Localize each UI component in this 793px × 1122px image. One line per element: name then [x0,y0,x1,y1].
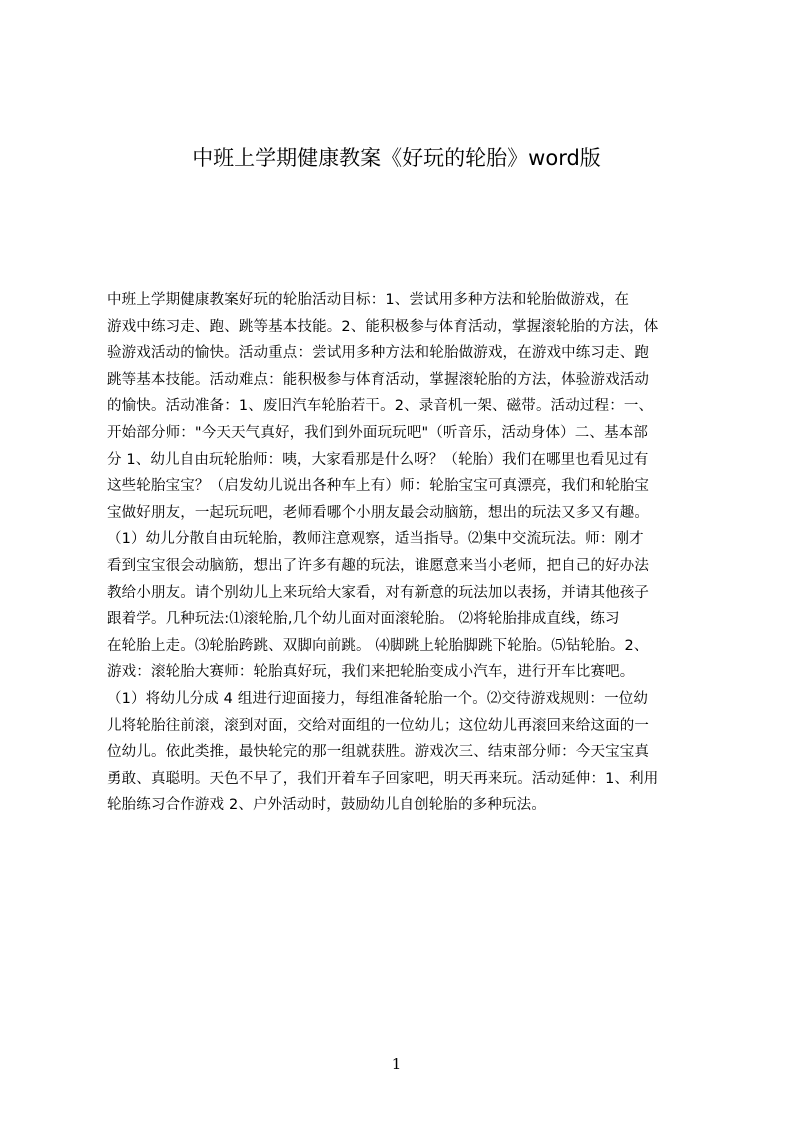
body-line: 游戏：滚轮胎大赛师：轮胎真好玩，我们来把轮胎变成小汽车，进行开车比赛吧。 [107,664,635,681]
body-line: 的愉快。活动准备：1、废旧汽车轮胎若干。2、录音机一架、磁带。活动过程：一、 [107,398,654,415]
body-line: 位幼儿。依此类推，最快轮完的那一组就获胜。游戏次三、结束部分师：今天宝宝真 [107,744,650,761]
document-title: 中班上学期健康教案《好玩的轮胎》word版 [192,146,601,170]
body-line: 轮胎练习合作游戏 2、户外活动时，鼓励幼儿自创轮胎的多种玩法。 [107,797,546,814]
body-line: （1）将幼儿分成 4 组进行迎面接力，每组准备轮胎一个。⑵交待游戏规则：一位幼 [107,690,649,707]
body-line: 在轮胎上走。⑶轮胎跨跳、双脚向前跳。 ⑷脚跳上轮胎脚跳下轮胎。⑸钻轮胎。2、 [107,637,649,654]
body-line: 中班上学期健康教案好玩的轮胎活动目标：1、尝试用多种方法和轮胎做游戏，在 [107,292,630,308]
body-line: （1）幼儿分散自由玩轮胎，教师注意观察，适当指导。⑵集中交流玩法。师：刚才 [107,531,644,548]
body-line: 跳等基本技能。活动难点：能积极参与体育活动，掌握滚轮胎的方法，体验游戏活动 [107,371,650,388]
body-line: 游戏中练习走、跑、跳等基本技能。2、能积极参与体育活动，掌握滚轮胎的方法，体 [107,318,659,335]
page-number: 1 [391,1055,402,1073]
body-line: 教给小朋友。请个别幼儿上来玩给大家看，对有新意的玩法加以表扬，并请其他孩子 [107,584,650,601]
body-line: 宝做好朋友，一起玩玩吧，老师看哪个小朋友最会动脑筋，想出的玩法又多又有趣。 [107,504,650,521]
body-line: 跟着学。几种玩法:⑴滚轮胎,几个幼儿面对面滚轮胎。 ⑵将轮胎排成直线，练习 [107,611,620,628]
document-body [107,287,699,827]
body-line: 儿将轮胎往前滚，滚到对面，交给对面组的一位幼儿；这位幼儿再滚回来给这面的一 [107,717,650,734]
body-line: 看到宝宝很会动脑筋，想出了许多有趣的玩法，谁愿意来当小老师，把自己的好办法 [107,557,650,574]
body-line: 分 1、幼儿自由玩轮胎师：咦，大家看那是什么呀？（轮胎）我们在哪里也看见过有 [107,451,649,468]
body-line: 开始部分师："今天天气真好，我们到外面玩玩吧"（听音乐，活动身体）二、基本部 [107,424,649,441]
body-line: 勇敢、真聪明。天色不早了，我们开着车子回家吧，明天再来玩。活动延伸：1、利用 [107,770,659,787]
body-line: 验游戏活动的愉快。活动重点：尝试用多种方法和轮胎做游戏，在游戏中练习走、跑 [107,345,650,362]
body-line: 这些轮胎宝宝？（启发幼儿说出各种车上有）师：轮胎宝宝可真漂亮，我们和轮胎宝 [107,478,650,495]
